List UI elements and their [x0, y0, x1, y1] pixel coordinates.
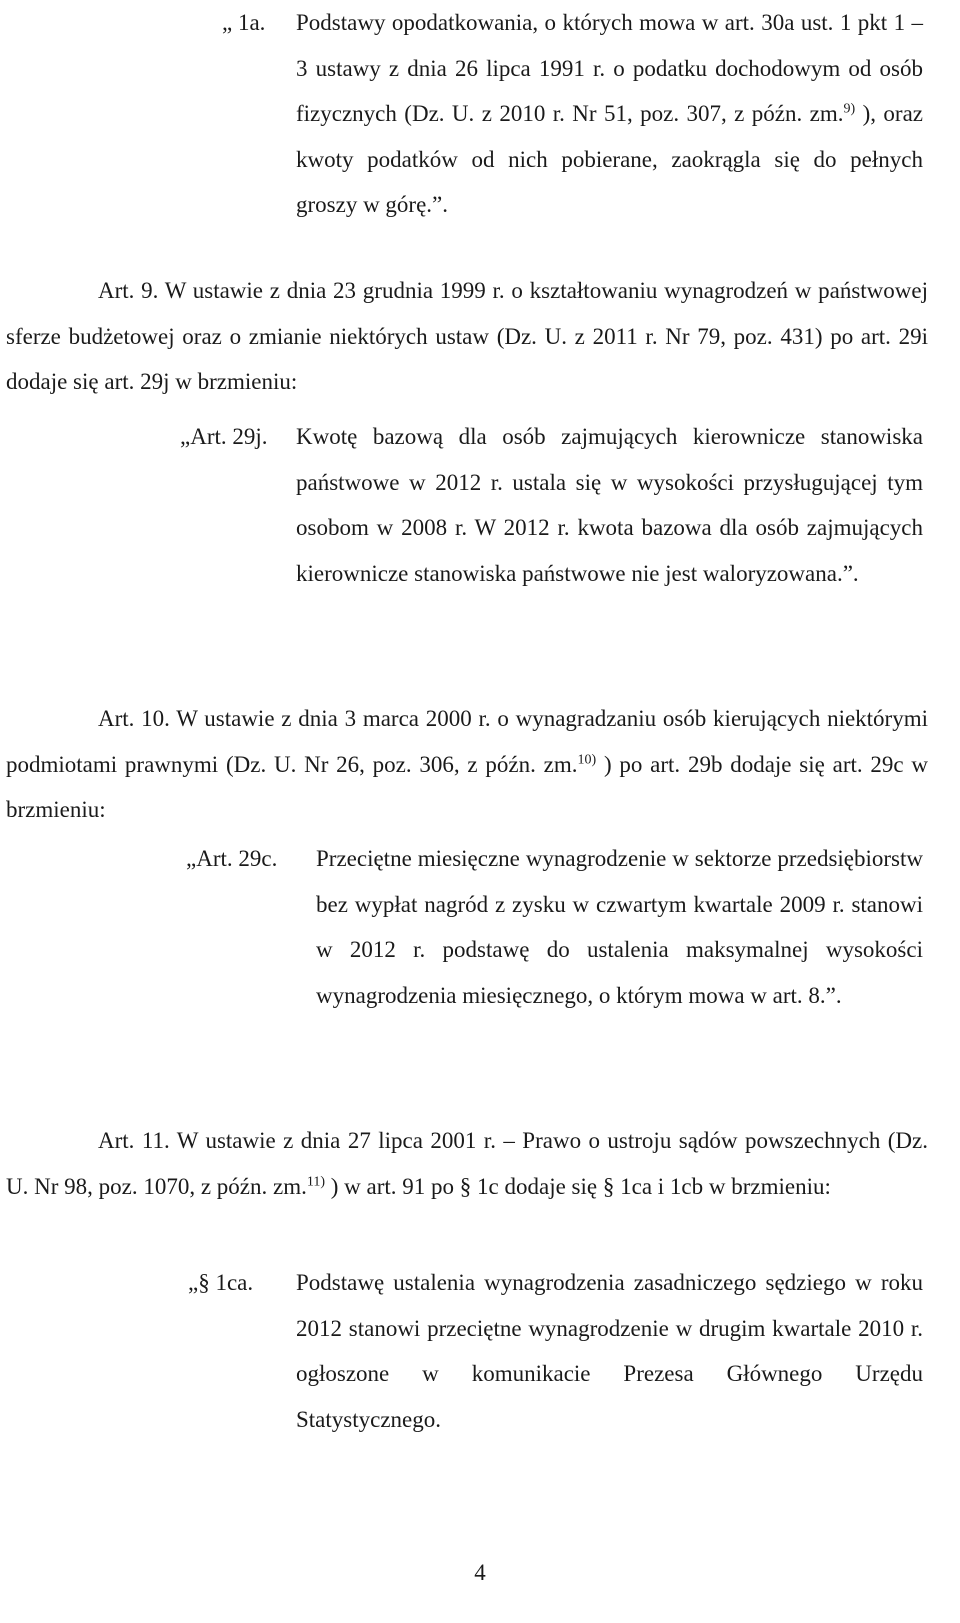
- art-10-paragraph: [6, 696, 928, 833]
- footnote-ref-10: 10): [577, 751, 597, 767]
- art-29j-lead: „Art. 29j.: [180, 424, 268, 449]
- art-29c-lead: „Art. 29c.: [186, 846, 278, 871]
- art-29c-text: Przeciętne miesięczne wynagrodzenie w sektorze przedsiębiorstw bez wypłat nagród z zysku w czwartym kwartale 2009 r. stanowi w 2012 r. podstawę do ustalenia maksymalnej wysokości wynagrodzenia miesięcznego, o którym mowa w art. 8.”.: [316, 846, 923, 1008]
- art-11-paragraph: [6, 1118, 928, 1209]
- section-1a-body-end: ), oraz kwoty podatków od nich pobierane, zaokrągla się do pełnych groszy w górę.”.: [296, 101, 923, 217]
- section-1a-text: [296, 0, 923, 228]
- art-29j-body: Kwotę bazową dla osób zajmujących kierownicze stanowiska państwowe w 2012 r. ustala się w wysokości przysługującej tym osobom w 2008 r. W 2012 r. kwota bazowa dla osób zajmujących kierownicze stanowiska państwowe nie jest waloryzowana.”.: [296, 424, 923, 586]
- art-10-body-end: ) po art. 29b dodaje się art. 29c w brzmieniu:: [6, 751, 928, 822]
- art-9-paragraph: Art. 9. W ustawie z dnia 23 grudnia 1999 r. o kształtowaniu wynagrodzeń w państwowej sferze budżetowej oraz o zmianie niektórych ustaw (Dz. U. z 2011 r. Nr 79, poz. 431) po art. 29i dodaje się art. 29j w brzmieniu:: [6, 278, 928, 394]
- art-11-body-end: ) w art. 91 po § 1c dodaje się § 1ca i 1cb w brzmieniu:: [325, 1173, 831, 1199]
- section-1a-body: Podstawy opodatkowania, o których mowa w art. 30a ust. 1 pkt 1 – 3 ustawy z dnia 26 lipca 1991 r. o podatku dochodowym od osób fizycznych (Dz. U. z 2010 r. Nr 51, poz. 307, z późn. zm.: [296, 10, 923, 126]
- section-1a-lead: „ 1a.: [222, 10, 266, 35]
- art-29j-text: [296, 414, 923, 596]
- art-11-body: Art. 11. W ustawie z dnia 27 lipca 2001 r. – Prawo o ustroju sądów powszechnych (Dz. U. Nr 98, poz. 1070, z późn. zm.: [6, 1128, 928, 1199]
- page-number: 4: [474, 1560, 486, 1585]
- art-10-body: Art. 10. W ustawie z dnia 3 marca 2000 r. o wynagradzaniu osób kierujących niektórymi podmiotami prawnymi (Dz. U. Nr 26, poz. 306, z późn. zm.: [6, 706, 928, 777]
- section-1ca-lead: „§ 1ca.: [188, 1270, 254, 1295]
- footnote-ref-11: 11): [306, 1173, 326, 1189]
- section-1ca-text: Podstawę ustalenia wynagrodzenia zasadniczego sędziego w roku 2012 stanowi przeciętne wynagrodzenie w drugim kwartale 2010 r. ogłoszone w komunikacie Prezesa Głównego Urzędu Statystycznego.: [296, 1270, 923, 1432]
- footnote-ref-9: 9): [843, 101, 856, 117]
